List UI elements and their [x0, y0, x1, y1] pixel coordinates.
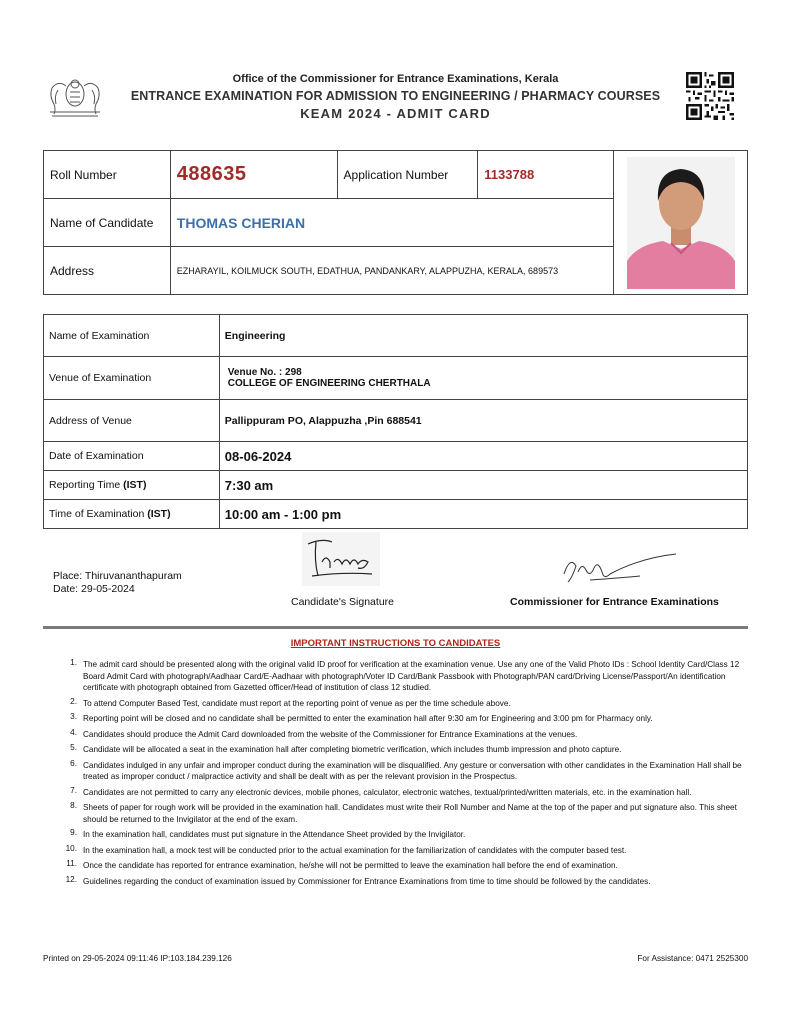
- instruction-text: Candidates indulged in any unfair and improper conduct during the examination will be disqualified. Any gesture or conversation with other candidates in the Examination Hall shall be treated as improper conduct / malpractice activity and shall be dealt with as per the relevant provision in the Prospectus.: [83, 760, 742, 781]
- instruction-text: In the examination hall, a mock test will be conducted prior to the actual examination for the familiarization of candidates with the computer based test.: [83, 845, 627, 855]
- candidate-photo: [627, 157, 735, 289]
- reporting-time-ist: (IST): [123, 479, 147, 491]
- admit-card-title: KEAM 2024 - ADMIT CARD: [300, 106, 491, 121]
- instruction-item: [60, 698, 748, 710]
- instruction-item: [60, 744, 748, 756]
- instruction-number: 2.: [70, 696, 77, 706]
- venue-address-value: Pallippuram PO, Alappuzha ,Pin 688541: [219, 400, 747, 442]
- instruction-number: 4.: [70, 727, 77, 737]
- instruction-number: 6.: [70, 758, 77, 768]
- exam-date-value: 08-06-2024: [219, 442, 747, 471]
- instruction-text: In the examination hall, candidates must put signature in the Attendance Sheet provided by the Invigilator.: [83, 830, 466, 839]
- instruction-text: The admit card should be presented along with the original valid ID proof for verification at the examination venue. Use any one of the Valid Photo IDs : School Identity Card/Class 12 Board Admit Card with photograph/Aadhaar Card/E-Aadhaar with photograph/Voter ID Card/Bank Passbook with Photograph/PAN card/Driving License/Passport/An identification certificate with photograph obtained from Gazetted officer/Head of institution of class 12 studied.: [83, 660, 740, 692]
- instruction-item: [60, 729, 748, 741]
- instructions-title: IMPORTANT INSTRUCTIONS TO CANDIDATES: [290, 638, 501, 649]
- candidate-table: [43, 150, 748, 295]
- reporting-time-label: [44, 471, 220, 500]
- instructions-list: [60, 659, 748, 891]
- instruction-text: Candidate will be allocated a seat in the examination hall after completing biometric verification, which includes thumb impression and photo capture.: [83, 745, 622, 754]
- reporting-time-text: Reporting Time: [49, 479, 121, 491]
- commissioner-signature-label: Commissioner for Entrance Examinations: [510, 596, 719, 608]
- printed-info: Printed on 29-05-2024 09:11:46 IP:103.184.239.126: [43, 954, 232, 963]
- instruction-text: Candidates should produce the Admit Card downloaded from the website of the Commissioner for Entrance Examinations at the venues.: [83, 729, 578, 739]
- venue-name: COLLEGE OF ENGINEERING CHERTHALA: [227, 378, 431, 389]
- instruction-text: Guidelines regarding the conduct of examination issued by Commissioner for Entrance Examinations from time to time should be followed by the candidates.: [83, 876, 651, 886]
- address-label: Address: [44, 247, 171, 295]
- exam-name-label: Name of Examination: [44, 315, 220, 357]
- instruction-number: 12.: [65, 874, 77, 884]
- assistance-info: For Assistance: 0471 2525300: [637, 954, 748, 963]
- instruction-item: [60, 876, 748, 888]
- exam-title: ENTRANCE EXAMINATION FOR ADMISSION TO ENGINEERING / PHARMACY COURSES: [130, 89, 661, 103]
- application-number-label: Application Number: [337, 151, 478, 199]
- exam-name-value: Engineering: [219, 315, 747, 357]
- candidate-name-value: THOMAS CHERIAN: [170, 199, 613, 247]
- instruction-item: [60, 860, 748, 872]
- venue-number: Venue No. : 298: [227, 367, 302, 378]
- instruction-number: 11.: [66, 859, 77, 868]
- reporting-time-value: 7:30 am: [219, 471, 747, 500]
- exam-time-ist: (IST): [147, 508, 171, 520]
- exam-table: [43, 314, 748, 529]
- instruction-item: [60, 829, 748, 841]
- venue-address-label: Address of Venue: [44, 400, 220, 442]
- instruction-number: 1.: [70, 658, 77, 667]
- place-date: [53, 570, 182, 596]
- instruction-number: 8.: [70, 801, 77, 810]
- venue-value: [219, 357, 747, 400]
- candidate-photo-cell: [614, 151, 748, 295]
- header: [0, 72, 791, 123]
- instruction-text: To attend Computer Based Test, candidate must report at the reporting point of venue as per the time schedule above.: [83, 698, 511, 708]
- exam-date-label: Date of Examination: [44, 442, 220, 471]
- instruction-item: [60, 802, 748, 825]
- instruction-item: [60, 787, 748, 799]
- instruction-item: [60, 760, 748, 783]
- commissioner-signature-image: [560, 548, 680, 590]
- exam-time-label: [44, 500, 220, 529]
- instruction-text: Reporting point will be closed and no candidate shall be permitted to enter the examination hall after 9:30 am for Engineering and 3:00 pm for Pharmacy only.: [83, 714, 653, 723]
- office-title: Office of the Commissioner for Entrance Examinations, Kerala: [232, 73, 559, 85]
- instruction-number: 3.: [70, 712, 77, 721]
- instruction-number: 10.: [65, 843, 77, 853]
- place-text: Place: Thiruvananthapuram: [53, 570, 182, 582]
- candidate-signature-label: Candidate's Signature: [291, 596, 394, 608]
- address-value: EZHARAYIL, KOILMUCK SOUTH, EDATHUA, PANDANKARY, ALAPPUZHA, KERALA, 689573: [170, 247, 613, 295]
- application-number-value: 1133788: [478, 151, 614, 199]
- instruction-text: Once the candidate has reported for entrance examination, he/she will not be permitted to leave the examination hall before the end of examination.: [83, 861, 618, 870]
- candidate-name-label: Name of Candidate: [44, 199, 171, 247]
- roll-number-value: 488635: [170, 151, 337, 199]
- instruction-number: 5.: [70, 743, 77, 752]
- instruction-number: 9.: [70, 828, 77, 837]
- instruction-text: Sheets of paper for rough work will be provided in the examination hall. Candidates must write their Roll Number and Name at the top of the paper and put signature also. This sheet should be returned to the Invigilator at the end of the exam.: [83, 803, 737, 824]
- instruction-item: [60, 845, 748, 857]
- instruction-text: Candidates are not permitted to carry any electronic devices, mobile phones, calculator, electronic watches, textual/printed/written materials, etc. in the examination hall.: [83, 787, 692, 797]
- exam-time-value: 10:00 am - 1:00 pm: [219, 500, 747, 529]
- instruction-item: [60, 713, 748, 725]
- venue-label: Venue of Examination: [44, 357, 220, 400]
- exam-time-text: Time of Examination: [49, 508, 145, 520]
- roll-number-label: Roll Number: [44, 151, 171, 199]
- candidate-signature-image: [302, 532, 380, 586]
- date-text: Date: 29-05-2024: [53, 583, 135, 595]
- instruction-item: [60, 659, 748, 694]
- instruction-number: 7.: [70, 785, 77, 795]
- section-divider: [43, 626, 748, 629]
